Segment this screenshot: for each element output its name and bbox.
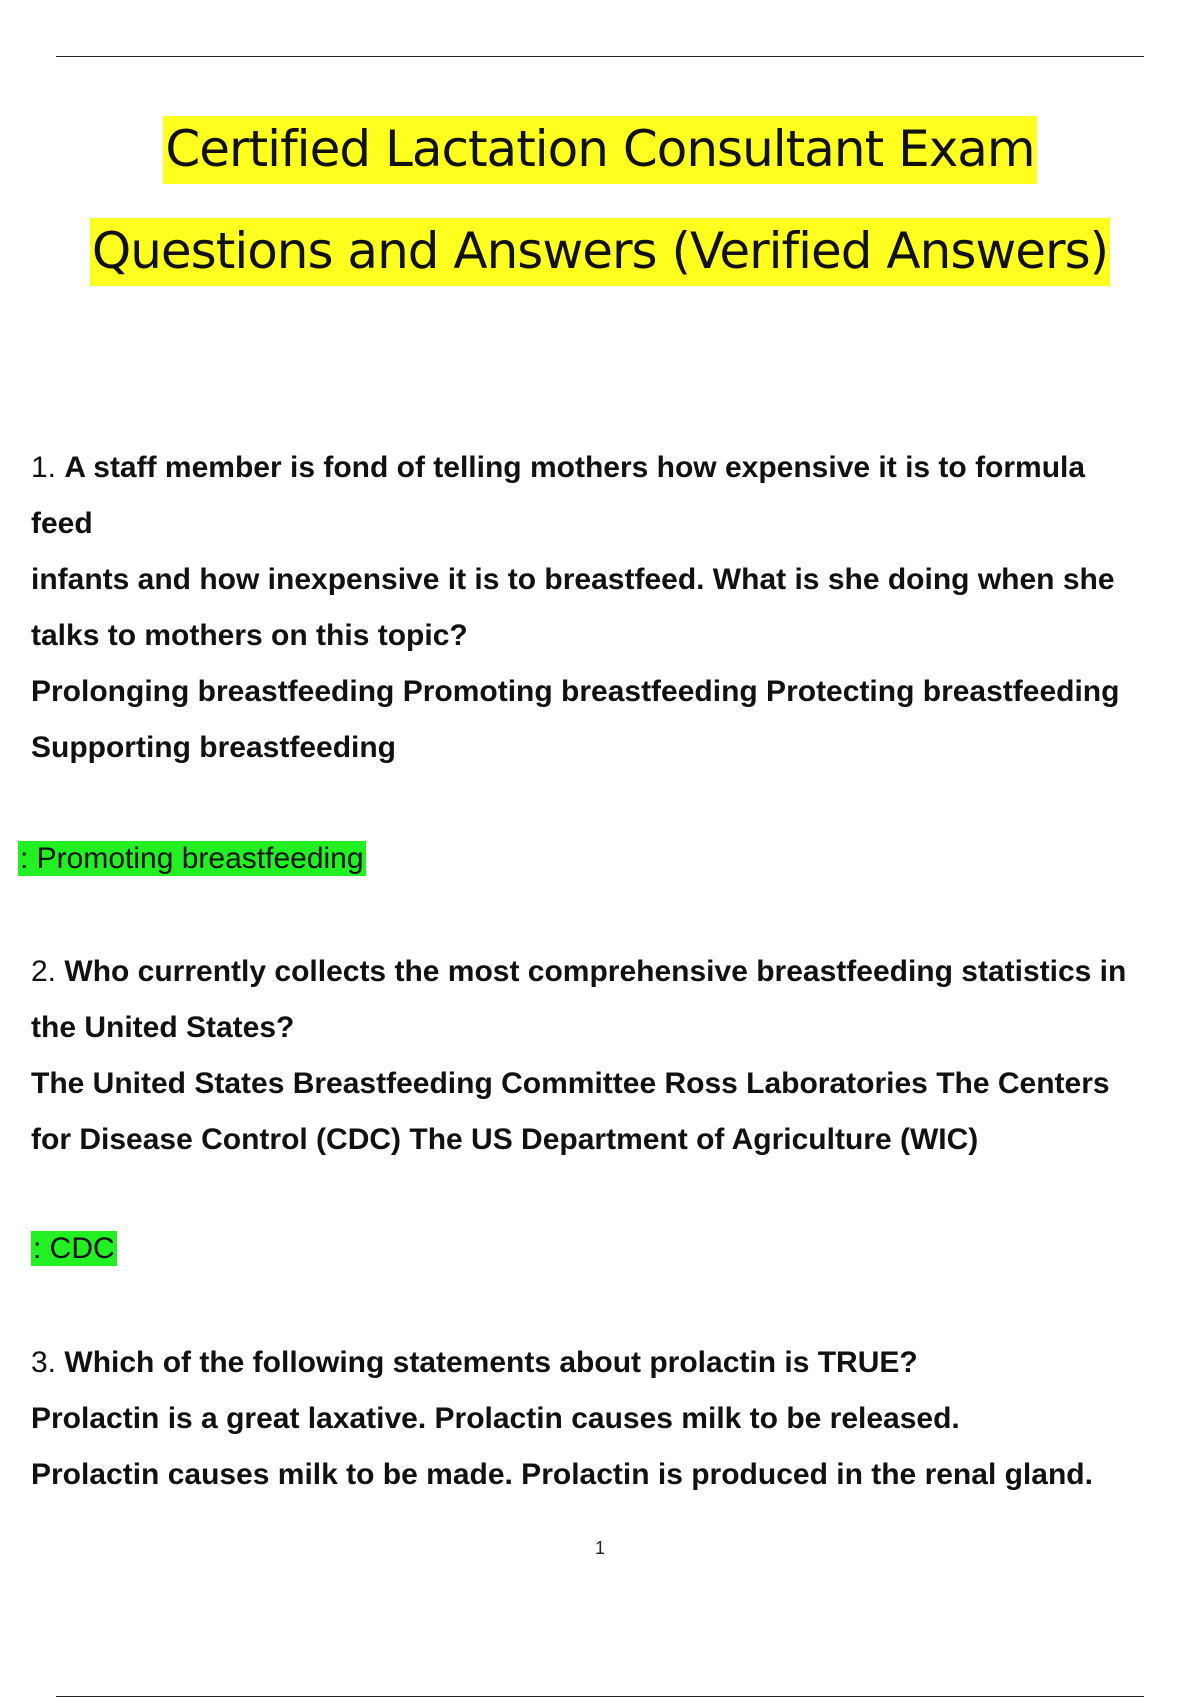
answer-options-line: Prolactin causes milk to be made. Prolactin is produced in the renal gland.	[31, 1458, 1093, 1491]
question-line	[31, 944, 1196, 1000]
page-number: 1	[594, 1538, 605, 1558]
top-rule	[56, 56, 1144, 57]
question-line	[31, 440, 1196, 496]
answer-options-line: Prolactin is a great laxative. Prolactin causes milk to be released.	[31, 1402, 960, 1435]
answer-options-line: The United States Breastfeeding Committee Ross Laboratories The Centers	[31, 1067, 1110, 1100]
answer-highlight: : Promoting breastfeeding	[20, 842, 364, 875]
question-2	[31, 944, 1196, 1168]
question-line: the United States?	[31, 1011, 295, 1044]
answer-2	[31, 1230, 117, 1268]
answer-options-line: Prolonging breastfeeding Promoting breastfeeding Protecting breastfeeding	[31, 675, 1120, 708]
title-line-2: Questions and Answers (Verified Answers)	[90, 218, 1110, 286]
question-1	[31, 440, 1196, 776]
question-line: talks to mothers on this topic?	[31, 619, 468, 652]
question-line	[31, 1335, 1196, 1391]
question-line: infants and how inexpensive it is to breastfeed. What is she doing when she	[31, 563, 1115, 596]
question-line: feed	[31, 507, 93, 540]
answer-1	[18, 840, 366, 878]
question-text: A staff member is fond of telling mothers how expensive it is to formula	[64, 451, 1086, 484]
bottom-rule	[56, 1696, 1144, 1697]
question-number: 3.	[31, 1346, 57, 1379]
answer-highlight: : CDC	[33, 1232, 115, 1265]
answer-options-line: Supporting breastfeeding	[31, 731, 397, 764]
question-text: Which of the following statements about prolactin is TRUE?	[64, 1346, 918, 1379]
document-title	[0, 116, 1200, 286]
question-number: 2.	[31, 955, 57, 988]
question-3	[31, 1335, 1196, 1503]
answer-options-line: for Disease Control (CDC) The US Department of Agriculture (WIC)	[31, 1123, 979, 1156]
question-number: 1.	[31, 451, 57, 484]
title-line-1: Certified Lactation Consultant Exam	[163, 116, 1036, 184]
question-text: Who currently collects the most comprehensive breastfeeding statistics in	[64, 955, 1127, 988]
